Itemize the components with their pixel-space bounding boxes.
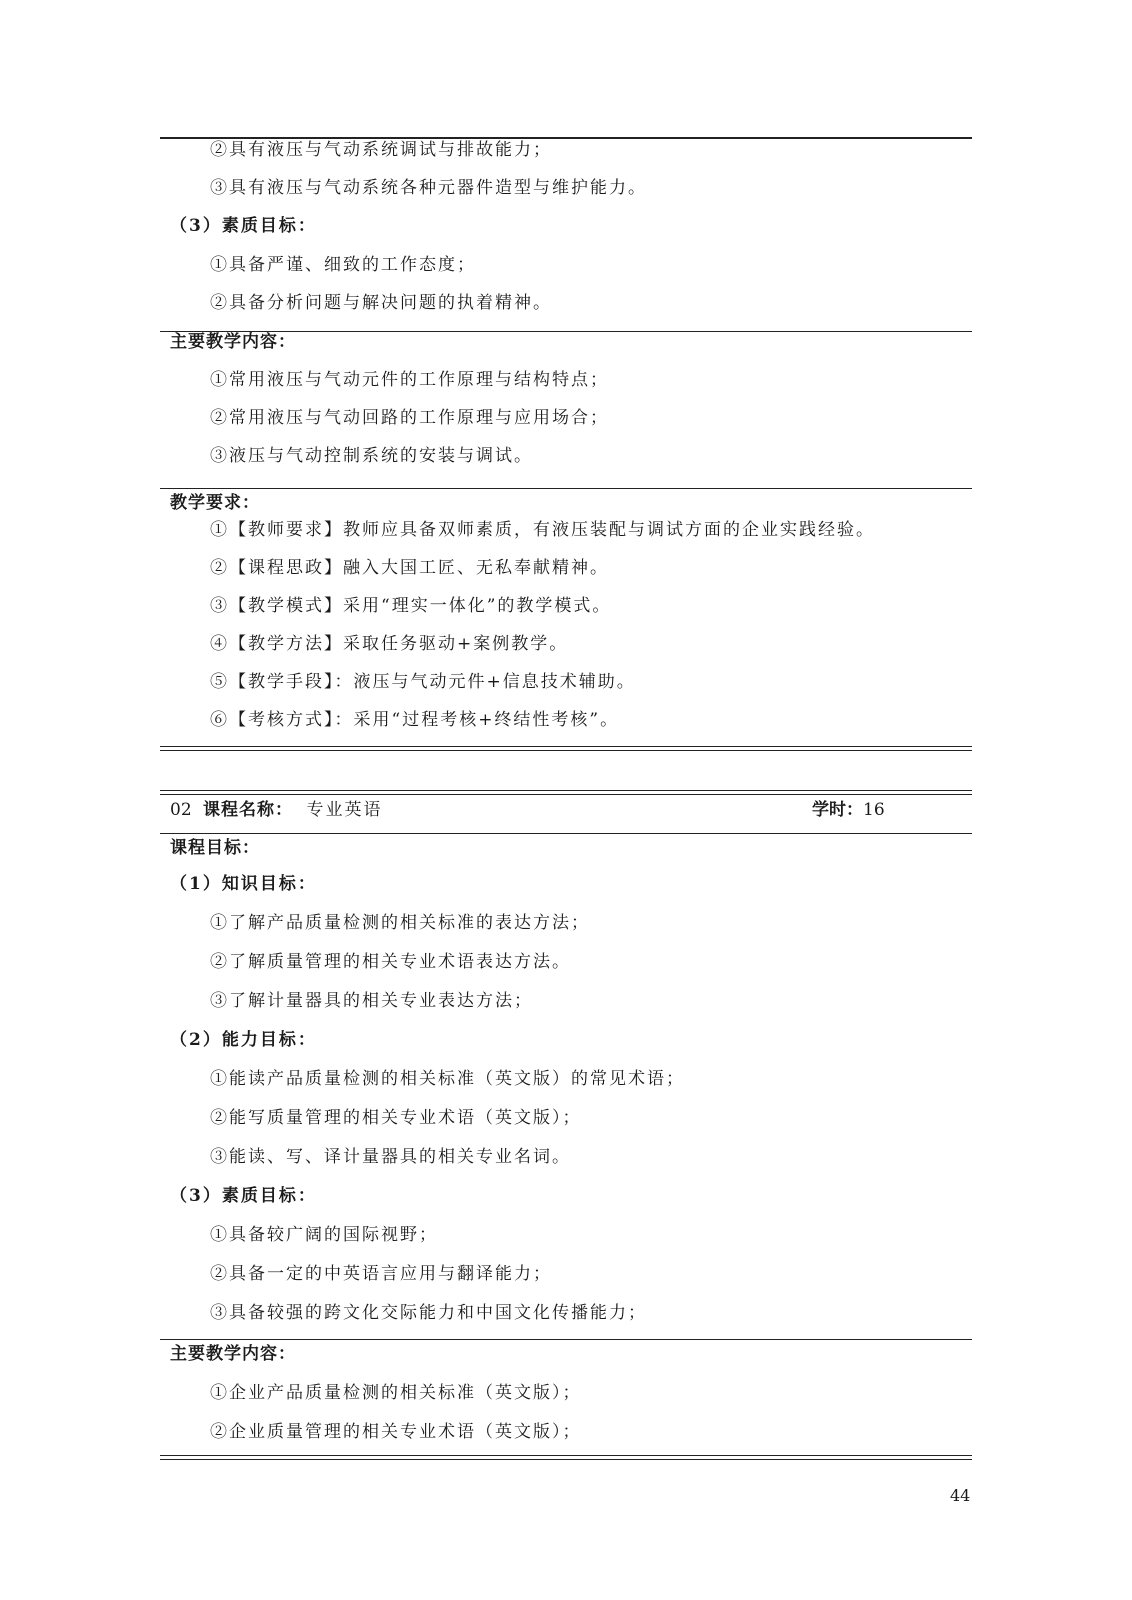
knowledge-item: ③了解计量器具的相关专业表达方法；: [210, 991, 533, 1011]
requirement-item: ③【教学模式】采用“理实一体化”的教学模式。: [210, 596, 612, 616]
content-item: ①常用液压与气动元件的工作原理与结构特点；: [210, 370, 609, 390]
requirement-item: ⑥【考核方式】：采用“过程考核+终结性考核”。: [210, 710, 620, 730]
quality-item: ③具备较强的跨文化交际能力和中国文化传播能力；: [210, 1303, 647, 1323]
content-heading: 主要教学内容：: [170, 332, 296, 352]
skill-objectives-heading: （2）能力目标：: [170, 1030, 317, 1050]
content-item: ③液压与气动控制系统的安装与调试。: [210, 446, 533, 466]
course-number: 02: [170, 800, 192, 820]
content-item: ①企业产品质量检测的相关标准（英文版）；: [210, 1383, 582, 1403]
quality-item: ②具备分析问题与解决问题的执着精神。: [210, 293, 552, 313]
table-top-rule-double: [160, 794, 972, 795]
skill-item: ②能写质量管理的相关专业术语（英文版）；: [210, 1108, 582, 1128]
table-top-rule: [160, 790, 972, 791]
skill-item: ③具有液压与气动系统各种元器件造型与维护能力。: [210, 178, 647, 198]
row-divider: [160, 488, 972, 489]
knowledge-objectives-heading: （1）知识目标：: [170, 874, 317, 894]
course-name-label: 课程名称：: [203, 800, 294, 820]
quality-objectives-heading: （3）素质目标：: [170, 216, 317, 236]
row-divider: [160, 833, 972, 834]
knowledge-item: ①了解产品质量检测的相关标准的表达方法；: [210, 913, 590, 933]
content-item: ②企业质量管理的相关专业术语（英文版）；: [210, 1422, 582, 1442]
knowledge-item: ②了解质量管理的相关专业术语表达方法。: [210, 952, 571, 972]
requirement-item: ④【教学方法】采取任务驱动+案例教学。: [210, 634, 569, 654]
course-name-value: 专业英语: [306, 800, 383, 820]
row-divider: [160, 1339, 972, 1340]
requirement-item: ①【教师要求】教师应具备双师素质，有液压装配与调试方面的企业实践经验。: [210, 520, 875, 540]
course-header: [170, 798, 382, 822]
requirement-item: ②【课程思政】融入大国工匠、无私奉献精神。: [210, 558, 609, 578]
requirements-heading: 教学要求：: [170, 493, 260, 513]
skill-item: ①能读产品质量检测的相关标准（英文版）的常见术语；: [210, 1069, 685, 1089]
hours-value: 16: [863, 800, 885, 820]
quality-item: ②具备一定的中英语言应用与翻译能力；: [210, 1264, 552, 1284]
quality-item: ①具备较广阔的国际视野；: [210, 1225, 438, 1245]
course-hours: [812, 798, 885, 822]
objectives-heading: 课程目标：: [170, 838, 260, 858]
skill-item: ②具有液压与气动系统调试与排故能力；: [210, 140, 552, 160]
quality-objectives-heading: （3）素质目标：: [170, 1186, 317, 1206]
table-bottom-rule: [160, 746, 972, 747]
quality-item: ①具备严谨、细致的工作态度；: [210, 255, 476, 275]
table-bottom-rule-double: [160, 750, 972, 751]
hours-label: 学时：: [812, 800, 863, 820]
requirement-item: ⑤【教学手段】：液压与气动元件+信息技术辅助。: [210, 672, 636, 692]
table-bottom-rule: [160, 1455, 972, 1456]
content-item: ②常用液压与气动回路的工作原理与应用场合；: [210, 408, 609, 428]
page-number: 44: [950, 1486, 971, 1505]
table-bottom-rule-double: [160, 1459, 972, 1460]
content-heading: 主要教学内容：: [170, 1344, 296, 1364]
skill-item: ③能读、写、译计量器具的相关专业名词。: [210, 1147, 571, 1167]
